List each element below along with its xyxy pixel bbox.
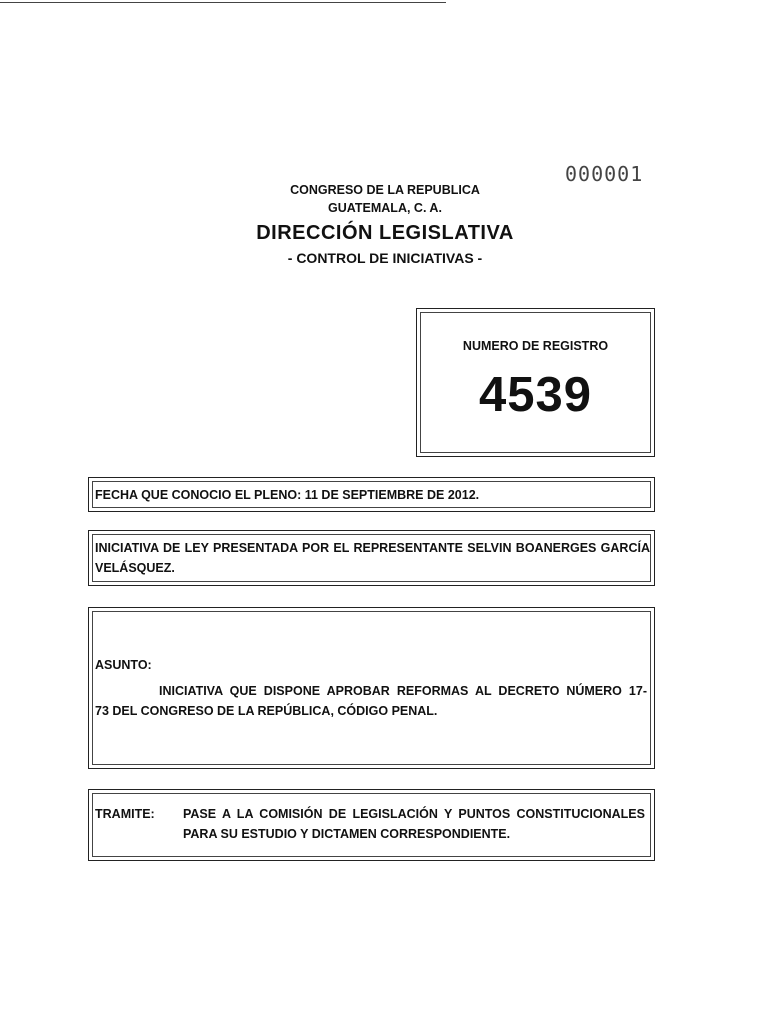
registration-number: 4539 [478, 368, 592, 422]
procedure-line-2: PARA SU ESTUDIO Y DICTAMEN CORRESPONDIENTE. [183, 827, 511, 841]
date-box [88, 477, 655, 512]
subject-text [95, 681, 647, 721]
procedure-label: TRAMITE: [95, 807, 155, 821]
header-location: GUATEMALA, C. A. [328, 201, 442, 215]
registration-box [416, 308, 655, 457]
initiative-line-1: INICIATIVA DE LEY PRESENTADA POR EL REPRESENTANTE SELVIN BOANERGES GARCÍA [95, 541, 650, 555]
subject-line-1: INICIATIVA QUE DISPONE APROBAR REFORMAS AL DECRETO NÚMERO 17- [159, 684, 647, 698]
procedure-text [183, 804, 645, 844]
subject-label: ASUNTO: [95, 658, 152, 672]
subject-line-2: 73 DEL CONGRESO DE LA REPÚBLICA, CÓDIGO PENAL. [95, 704, 438, 718]
subject-box [88, 607, 655, 769]
initiative-text [95, 538, 650, 578]
header-congress: CONGRESO DE LA REPUBLICA [290, 183, 480, 197]
folio-stamp: 000001 [565, 162, 644, 186]
page-subtitle: - CONTROL DE INICIATIVAS - [287, 250, 483, 266]
top-border-line [0, 2, 446, 3]
date-text: FECHA QUE CONOCIO EL PLENO: 11 DE SEPTIEMBRE DE 2012. [95, 488, 480, 502]
procedure-line-1: PASE A LA COMISIÓN DE LEGISLACIÓN Y PUNTOS CONSTITUCIONALES [183, 807, 645, 821]
registration-label: NUMERO DE REGISTRO [462, 339, 609, 353]
procedure-box [88, 789, 655, 861]
initiative-line-2: VELÁSQUEZ. [95, 561, 175, 575]
initiative-box [88, 530, 655, 586]
page-title: DIRECCIÓN LEGISLATIVA [256, 222, 514, 244]
